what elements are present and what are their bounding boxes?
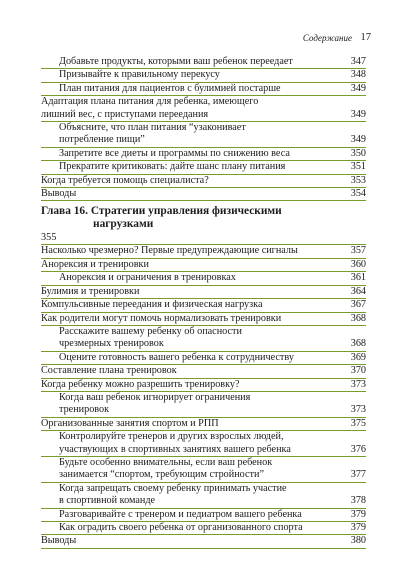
toc-entry-text: Когда запрещать своему ребенку принимать участие — [59, 482, 287, 494]
toc-entry-text: Расскажите вашему ребенку об опасности — [59, 325, 242, 337]
toc-entry-text: Когда требуется помощь специалиста? — [41, 174, 209, 186]
toc-entry-page: 355 — [41, 232, 57, 244]
toc-entry-page: 375 — [350, 417, 366, 429]
toc-entry-page: 367 — [350, 299, 366, 311]
toc-section-entry[interactable] — [41, 245, 366, 258]
toc-entry-page: 357 — [350, 245, 366, 257]
toc-subsection-entry[interactable] — [41, 83, 366, 96]
toc-entry-page: 349 — [350, 82, 366, 94]
toc-entry-text: Когда ребенку можно разрешить тренировку? — [41, 378, 240, 390]
toc-entry-page: 349 — [350, 134, 366, 146]
toc-entry-text: Контролируйте тренеров и других взрослых людей, — [59, 431, 284, 443]
toc-entry-text: Как родители могут помочь нормализовать тренировки — [41, 312, 282, 324]
toc-entry-text: Выводы — [41, 535, 77, 547]
toc-section-entry[interactable] — [41, 188, 366, 201]
running-header — [0, 33, 400, 47]
toc-entry-page: 354 — [350, 188, 366, 200]
toc-entry-page: 349 — [350, 108, 366, 120]
toc-entry-page: 376 — [350, 443, 366, 455]
toc-entry-page: 370 — [350, 365, 366, 377]
toc-section-entry[interactable] — [41, 418, 366, 431]
toc-subsection-entry[interactable] — [41, 148, 366, 161]
toc-entry-page: 350 — [350, 147, 366, 159]
toc-entry-text: Разговаривайте с тренером и педиатром вашего ребенка — [59, 508, 302, 520]
toc-entry-page: 377 — [350, 469, 366, 481]
toc-entry-text: в спортивной команде — [59, 495, 156, 507]
toc-subsection-entry[interactable] — [41, 457, 366, 483]
toc-entry-page: 361 — [350, 272, 366, 284]
toc-section-entry[interactable] — [41, 313, 366, 326]
toc-section-entry[interactable] — [41, 175, 366, 188]
toc-subsection-entry[interactable] — [41, 509, 366, 522]
toc-section-entry[interactable] — [41, 299, 366, 312]
toc-subsection-entry[interactable] — [41, 522, 366, 535]
toc-entry-page: 373 — [350, 404, 366, 416]
toc-entry-text: Составление плана тренировок — [41, 365, 177, 377]
toc-entry-text: участвующих в спортивных занятиях вашего ребенка — [59, 443, 291, 455]
toc-entry-page: 364 — [350, 285, 366, 297]
toc-entry-text: занимается “спортом, требующим стройности” — [59, 469, 264, 481]
toc-entry-page: 373 — [350, 378, 366, 390]
toc-subsection-entry[interactable] — [41, 483, 366, 509]
toc-entry-text: чрезмерных тренировок — [59, 338, 164, 350]
toc-section-entry[interactable] — [41, 535, 366, 548]
toc-entry-text: Насколько чрезмерно? Первые предупреждающие сигналы — [41, 245, 298, 257]
toc-section-entry[interactable] — [41, 286, 366, 299]
toc-entry-text: Глава 16. Стратегии управления физическими — [41, 205, 282, 218]
toc-entry-text: нагрузками — [93, 218, 154, 231]
toc-entry-text: Будьте особенно внимательны, если ваш ребенок — [59, 456, 273, 468]
toc-entry-page: 351 — [350, 161, 366, 173]
toc-entry-text: Запретите все диеты и программы по снижению веса — [59, 147, 290, 159]
toc-subsection-entry[interactable] — [41, 272, 366, 285]
toc-entry-page: 348 — [350, 69, 366, 81]
toc-chapter-heading[interactable] — [41, 205, 366, 245]
toc-section-entry[interactable] — [41, 96, 366, 122]
toc-section-entry[interactable] — [41, 365, 366, 378]
table-of-contents — [41, 56, 366, 549]
toc-entry-page: 347 — [350, 56, 366, 67]
toc-entry-text: лишний вес, с приступами переедания — [41, 108, 209, 120]
toc-entry-page: 368 — [350, 338, 366, 350]
toc-entry-page: 378 — [350, 495, 366, 507]
toc-subsection-entry[interactable] — [41, 122, 366, 148]
toc-entry-text: потребление пищи” — [59, 134, 145, 146]
toc-section-entry[interactable] — [41, 379, 366, 392]
toc-entry-text: Анорексия и ограничения в тренировках — [59, 272, 236, 284]
toc-entry-text: Прекратите критиковать: дайте шанс плану питания — [59, 161, 286, 173]
toc-entry-page: 379 — [350, 522, 366, 533]
toc-entry-text: Адаптация плана питания для ребенка, имеющего — [41, 96, 259, 108]
toc-subsection-entry[interactable] — [41, 161, 366, 174]
toc-subsection-entry[interactable] — [41, 431, 366, 457]
toc-entry-text: Добавьте продукты, которыми ваш ребенок переедает — [59, 56, 293, 67]
toc-entry-text: План питания для пациентов с булимией постарше — [59, 82, 281, 94]
toc-entry-text: Объясните, что план питания “узаконивает — [59, 122, 246, 134]
page-number: 17 — [360, 32, 371, 43]
toc-entry-text: Компульсивные переедания и физическая нагрузка — [41, 299, 263, 311]
toc-subsection-entry[interactable] — [41, 392, 366, 418]
toc-entry-text: Призывайте к правильному перекусу — [59, 69, 220, 81]
toc-subsection-entry[interactable] — [41, 56, 366, 69]
toc-entry-text: Как оградить своего ребенка от организованного спорта — [59, 522, 303, 533]
section-title: Содержание — [302, 33, 352, 43]
toc-entry-text: Выводы — [41, 188, 77, 200]
toc-entry-text: тренировок — [59, 404, 110, 416]
toc-entry-page: 379 — [350, 508, 366, 520]
toc-section-entry[interactable] — [41, 259, 366, 272]
toc-subsection-entry[interactable] — [41, 69, 366, 82]
toc-entry-page: 368 — [350, 312, 366, 324]
toc-entry-page: 353 — [350, 174, 366, 186]
toc-entry-text: Оцените готовность вашего ребенка к сотрудничеству — [59, 351, 294, 363]
toc-subsection-entry[interactable] — [41, 352, 366, 365]
toc-entry-text: Когда ваш ребенок игнорирует ограничения — [59, 391, 251, 403]
toc-entry-page: 380 — [350, 535, 366, 547]
toc-entry-text: Анорексия и тренировки — [41, 258, 149, 270]
toc-entry-page: 369 — [350, 351, 366, 363]
toc-subsection-entry[interactable] — [41, 326, 366, 352]
toc-entry-text: Булимия и тренировки — [41, 285, 140, 297]
toc-entry-page: 360 — [350, 258, 366, 270]
toc-entry-text: Организованные занятия спортом и РПП — [41, 417, 219, 429]
